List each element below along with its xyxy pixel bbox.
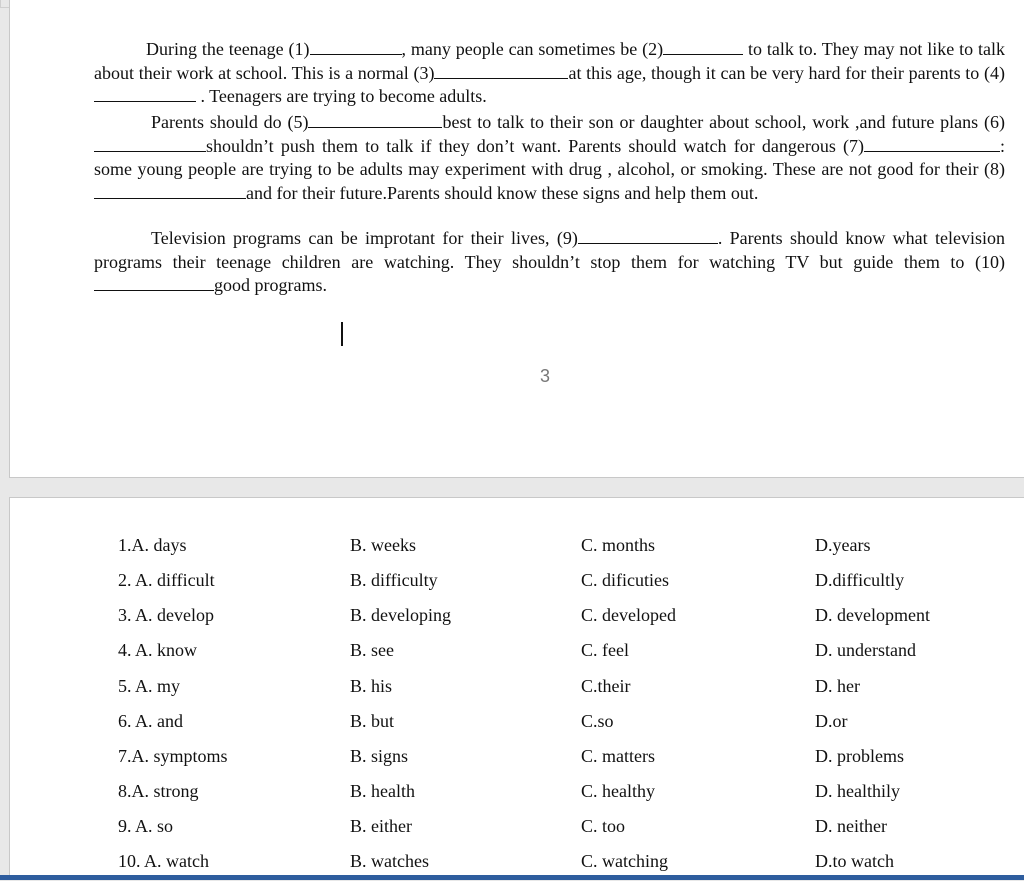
blank-4 — [94, 87, 196, 102]
option-a: 7.A. symptoms — [118, 746, 228, 766]
option-row — [10, 605, 1024, 635]
option-d: D.difficultly — [815, 570, 905, 590]
option-row — [10, 781, 1024, 811]
option-b: B. weeks — [350, 535, 416, 555]
option-a: 4. A. know — [118, 640, 198, 660]
option-a: 10. A. watch — [118, 851, 209, 871]
document-page-next[interactable] — [9, 497, 1024, 880]
option-a: 2. A. difficult — [118, 570, 215, 590]
option-d: D. healthily — [815, 781, 900, 801]
option-b: B. but — [350, 711, 395, 731]
para3-text-3: good programs. — [214, 275, 327, 295]
para1-text-2: , many people can sometimes be (2) — [401, 39, 664, 59]
option-b: B. difficulty — [350, 570, 438, 590]
option-c: C. healthy — [581, 781, 655, 801]
option-a: 1.A. days — [118, 535, 187, 555]
blank-3 — [434, 64, 568, 79]
option-d: D.or — [815, 711, 848, 731]
para1-text-5: . Teenagers are trying to become adults. — [196, 86, 487, 106]
option-row — [10, 640, 1024, 670]
para2-text-2: best to talk to their son or daughter about school, work ,and future plans (6) — [442, 112, 1005, 132]
option-d: D. development — [815, 605, 930, 625]
option-b: B. see — [350, 640, 394, 660]
blank-5 — [308, 113, 442, 128]
option-c: C. months — [581, 535, 656, 555]
option-b: B. health — [350, 781, 415, 801]
option-b: B. watches — [350, 851, 429, 871]
option-c: C. too — [581, 816, 626, 836]
option-row — [10, 746, 1024, 776]
paragraph-3 — [94, 227, 1005, 298]
blank-10 — [94, 276, 214, 291]
text-cursor — [341, 322, 343, 346]
blank-9 — [578, 229, 718, 244]
option-row — [10, 535, 1024, 565]
option-row — [10, 570, 1024, 600]
option-d: D. her — [815, 676, 860, 696]
paragraph-2 — [94, 111, 1005, 205]
option-a: 6. A. and — [118, 711, 183, 731]
option-c: C. dificuties — [581, 570, 669, 590]
para2-text-1: Parents should do (5) — [151, 112, 309, 132]
paragraph-1 — [94, 38, 1005, 109]
option-d: D. neither — [815, 816, 887, 836]
para3-text-2: . Parents should know what television programs their teenage children are watching. They shouldn’t stop them for watching TV but guide them to (10) — [94, 228, 1005, 272]
blank-7 — [864, 137, 1000, 152]
option-c: C. feel — [581, 640, 629, 660]
option-a: 3. A. develop — [118, 605, 214, 625]
para2-text-3: shouldn’t push them to talk if they don’t want. Parents should watch for dangerous (7) — [206, 135, 864, 156]
window-bottom-edge — [0, 875, 1024, 880]
option-row — [10, 816, 1024, 846]
blank-6 — [94, 137, 206, 152]
option-b: B. his — [350, 676, 393, 696]
option-c: C.so — [581, 711, 614, 731]
blank-8 — [94, 184, 246, 199]
option-c: C. matters — [581, 746, 655, 766]
option-a: 5. A. my — [118, 676, 181, 696]
option-b: B. either — [350, 816, 412, 836]
option-d: D. understand — [815, 640, 916, 660]
option-d: D.to watch — [815, 851, 894, 871]
option-d: D.years — [815, 535, 871, 555]
para1-text-4: at this age, though it can be very hard for their parents to (4) — [568, 62, 1005, 83]
option-b: B. signs — [350, 746, 409, 766]
option-row — [10, 711, 1024, 741]
option-c: C. watching — [581, 851, 668, 871]
option-row — [10, 676, 1024, 706]
para2-text-5: and for their future.Parents should know these signs and help them out. — [246, 182, 759, 203]
para1-text-1: During the teenage (1) — [146, 39, 310, 59]
option-b: B. developing — [350, 605, 451, 625]
option-c: C. developed — [581, 605, 676, 625]
page-number: 3 — [540, 366, 551, 386]
document-page[interactable] — [9, 0, 1024, 478]
blank-2 — [663, 40, 743, 55]
option-a: 9. A. so — [118, 816, 174, 836]
para3-text-1: Television programs can be improtant for their lives, (9) — [151, 228, 578, 248]
para2-text-4: : some young people are trying to be adults may experiment with drug , alcohol, or smoking. These are not good for their (8) — [94, 135, 1005, 179]
para1-text-3: to talk to. They may not like to talk about their work at school. This is a normal (3) — [94, 39, 1005, 83]
option-c: C.their — [581, 676, 631, 696]
blank-1 — [310, 40, 402, 55]
option-a: 8.A. strong — [118, 781, 199, 801]
option-d: D. problems — [815, 746, 904, 766]
